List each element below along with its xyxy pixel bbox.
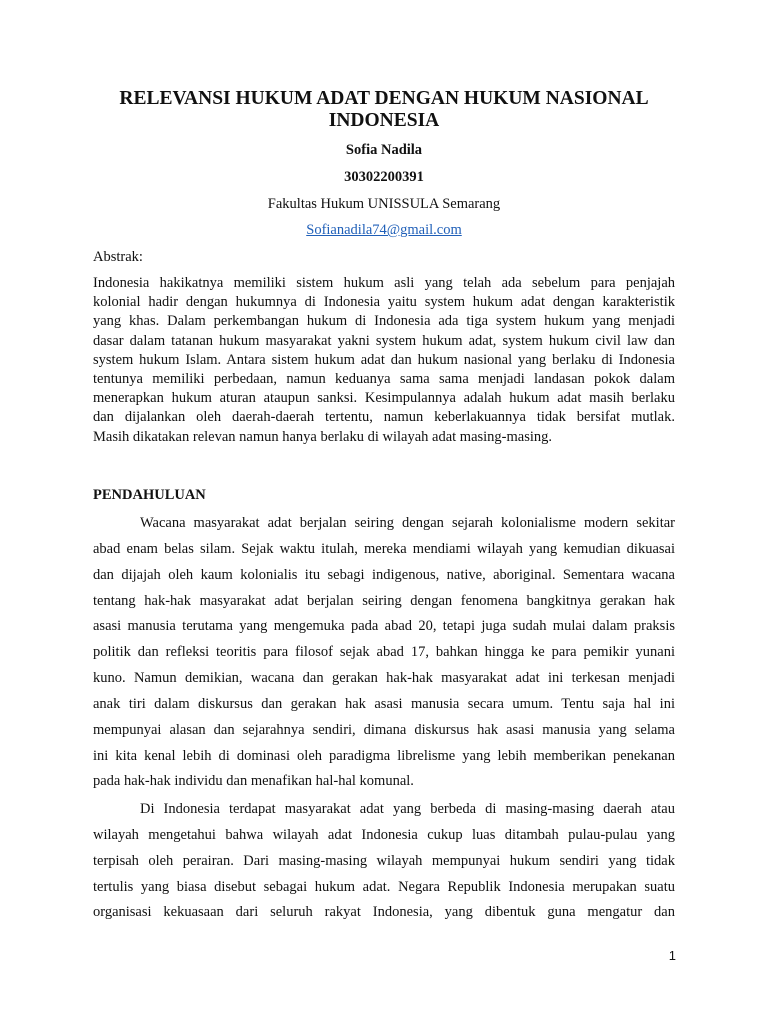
section-heading: PENDAHULUAN	[93, 487, 206, 503]
email-line	[93, 221, 675, 239]
abstract-line: menerapkan hukum aturan ataupun sanksi. Kesimpulannya adalah hukum adat masih berlaku	[93, 390, 675, 407]
paragraph-line: anak tiri dalam diskursus dan gerakan hak asasi manusia secara umum. Tentu saja hal ini	[93, 695, 675, 712]
affiliation: Fakultas Hukum UNISSULA Semarang	[267, 196, 501, 212]
student-id: 30302200391	[344, 169, 424, 185]
title-line-1: RELEVANSI HUKUM ADAT DENGAN HUKUM NASIONAL	[119, 88, 649, 109]
paragraph-line: tentang hak-hak masyarakat adat berjalan seiring dengan fenomena bangkitnya gerakan hak	[93, 592, 675, 609]
title-line-2: INDONESIA	[328, 110, 440, 131]
abstract-line: dan dijalankan oleh daerah-daerah tertentu, namun keberlakuannya tidak bersifat mutlak.	[93, 409, 675, 426]
abstract-line: Masih dikatakan relevan namun hanya berlaku di wilayah adat masing-masing.	[93, 428, 553, 445]
abstract-line: tentunya memiliki perbedaan, namun keduanya sama sama menjadi landasan pokok dalam	[93, 371, 675, 388]
paragraph-line: pada hak-hak individu dan menafikan hal-hal komunal.	[93, 773, 414, 790]
abstract-line: kolonial hadir dengan hukumnya di Indonesia yaitu system hukum adat dengan karakteristik	[93, 294, 675, 311]
paragraph-line: asasi manusia terutama yang mengemuka pada abad 20, tetapi juga sudah mulai dalam praksis	[93, 618, 675, 635]
paragraph-line: ini kita kenal lebih di dominasi oleh paradigma librelisme yang lebih memberikan penekanan	[93, 747, 675, 764]
paragraph-line: terpisah oleh perairan. Dari masing-masing wilayah mempunyai hukum sendiri yang tidak	[93, 852, 675, 869]
paragraph-line: politik dan refleksi teoritis para filosof sejak abad 17, bahkan hingga ke para pemikir yunani	[93, 644, 675, 661]
paragraph-line: Wacana masyarakat adat berjalan seiring dengan sejarah kolonialisme modern sekitar	[140, 515, 675, 531]
paragraph-line: kuno. Namun demikian, wacana dan gerakan hak-hak masyarakat adat ini terkesan menjadi	[93, 670, 675, 687]
abstract-line: system hukum Islam. Antara sistem hukum adat dan hukum nasional yang berlaku di Indonesia	[93, 351, 675, 368]
paragraph-line: wilayah mengetahui bahwa wilayah adat Indonesia cukup luas ditambah pulau-pulau yang	[93, 826, 675, 843]
abstract-line: dasar dalam tatanan hukum masyarakat yakni system hukum adat, system hukum civil law dan	[93, 332, 675, 349]
abstract-body	[93, 274, 675, 447]
paragraph-line: dan dijajah oleh kaum kolonialis itu sebagi indigenous, native, aboriginal. Sementara wacana	[93, 566, 675, 583]
abstract-label: Abstrak:	[93, 249, 143, 265]
paragraph-line: tertulis yang biasa disebut sebagai hukum adat. Negara Republik Indonesia merupakan suatu	[93, 878, 675, 895]
paragraph-line: organisasi kekuasaan dari seluruh rakyat Indonesia, yang dibentuk guna mengatur dan	[93, 904, 675, 921]
email-link[interactable]: Sofianadila74@gmail.com	[306, 222, 462, 238]
abstract-line: Indonesia hakikatnya memiliki sistem hukum asli yang telah ada sebelum para penjajah	[93, 275, 675, 291]
paragraph-2	[93, 797, 675, 926]
paragraph-line: Di Indonesia terdapat masyarakat adat yang berbeda di masing-masing daerah atau	[140, 801, 675, 817]
author-name: Sofia Nadila	[345, 142, 423, 158]
paragraph-line: mempunyai alasan dan sejarahnya sendiri, dimana diskursus hak asasi manusia yang selama	[93, 721, 675, 738]
page-number: 1	[668, 948, 676, 963]
abstract-line: yang khas. Dalam perkembangan hukum di Indonesia ada tiga system hukum yang menjadi	[93, 313, 675, 330]
paragraph-line: abad enam belas silam. Sejak waktu itulah, mereka mendiami wilayah yang kemudian dikuasai	[93, 540, 675, 557]
paper-title	[93, 88, 675, 132]
paragraph-1	[93, 511, 675, 795]
